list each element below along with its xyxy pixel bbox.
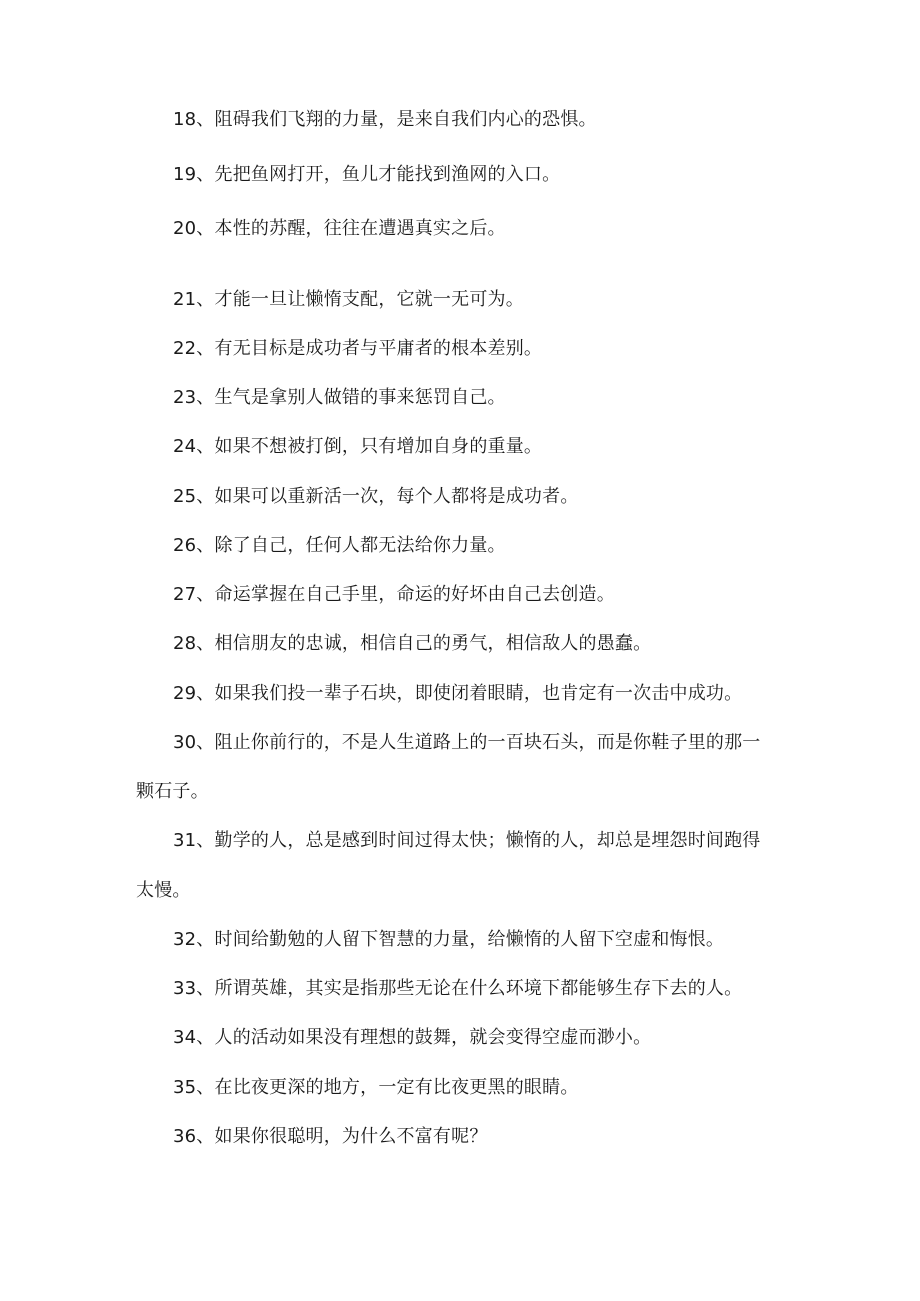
quote-text: 在比夜更深的地方，一定有比夜更黑的眼睛。 [214,1077,579,1098]
quote-18 [173,108,597,132]
quote-text: 勤学的人，总是感到时间过得太快；懒惰的人，却总是埋怨时间跑得 [214,830,761,851]
quote-number: 22、 [173,338,215,359]
quote-23 [173,386,506,410]
quote-28 [173,632,651,656]
quote-text: 生气是拿别人做错的事来惩罚自己。 [214,387,506,408]
quote-19 [173,163,560,187]
quote-36 [173,1125,488,1149]
quote-number: 32、 [173,929,215,950]
quote-text: 才能一旦让懒惰支配，它就一无可为。 [214,289,524,310]
quote-number: 33、 [173,978,215,999]
quote-text: 人的活动如果没有理想的鼓舞，就会变得空虚而渺小。 [214,1027,652,1048]
quote-22 [173,337,542,361]
quote-number: 29、 [173,683,215,704]
quote-number: 26、 [173,535,215,556]
quote-27 [173,583,615,607]
quote-text: 相信朋友的忠诚，相信自己的勇气，相信敌人的愚蠢。 [214,633,652,654]
quote-number: 28、 [173,633,215,654]
quote-text: 如果可以重新活一次，每个人都将是成功者。 [214,486,579,507]
quote-number: 18、 [173,109,215,130]
quote-34 [173,1026,651,1050]
quote-text: 除了自己，任何人都无法给你力量。 [214,535,506,556]
quote-number: 30、 [173,732,215,753]
quote-number: 31、 [173,830,215,851]
quote-number: 35、 [173,1077,215,1098]
quote-number: 34、 [173,1027,215,1048]
quote-number: 24、 [173,436,215,457]
quote-number: 21、 [173,289,215,310]
quote-text: 本性的苏醒，往往在遭遇真实之后。 [214,218,506,239]
quote-33 [173,977,742,1001]
quote-25 [173,485,579,509]
quote-text: 所谓英雄，其实是指那些无论在什么环境下都能够生存下去的人。 [214,978,743,999]
quote-31 [173,829,761,853]
quote-30 [173,731,761,755]
quote-31-continuation: 太慢。 [136,880,191,901]
quote-number: 19、 [173,164,215,185]
quote-30-continuation: 颗石子。 [136,781,209,802]
quote-32 [173,928,724,952]
quote-text: 先把鱼网打开，鱼儿才能找到渔网的入口。 [214,164,561,185]
quote-26 [173,534,506,558]
quote-number: 36、 [173,1126,215,1147]
quote-text: 命运掌握在自己手里，命运的好坏由自己去创造。 [214,584,615,605]
quote-text: 如果不想被打倒，只有增加自身的重量。 [214,436,543,457]
quote-text: 阻止你前行的，不是人生道路上的一百块石头，而是你鞋子里的那一 [214,732,761,753]
quote-number: 27、 [173,584,215,605]
quote-number: 20、 [173,218,215,239]
quote-text: 时间给勤勉的人留下智慧的力量，给懒惰的人留下空虚和悔恨。 [214,929,725,950]
quote-35 [173,1076,579,1100]
quote-text: 如果你很聪明，为什么不富有呢？ [214,1126,488,1147]
quote-21 [173,288,524,312]
quote-20 [173,217,506,241]
quote-text: 有无目标是成功者与平庸者的根本差别。 [214,338,543,359]
quote-number: 25、 [173,486,215,507]
quote-29 [173,682,742,706]
quote-24 [173,435,542,459]
quote-number: 23、 [173,387,215,408]
quote-text: 阻碍我们飞翔的力量，是来自我们内心的恐惧。 [214,109,597,130]
quote-text: 如果我们投一辈子石块，即使闭着眼睛，也肯定有一次击中成功。 [214,683,743,704]
